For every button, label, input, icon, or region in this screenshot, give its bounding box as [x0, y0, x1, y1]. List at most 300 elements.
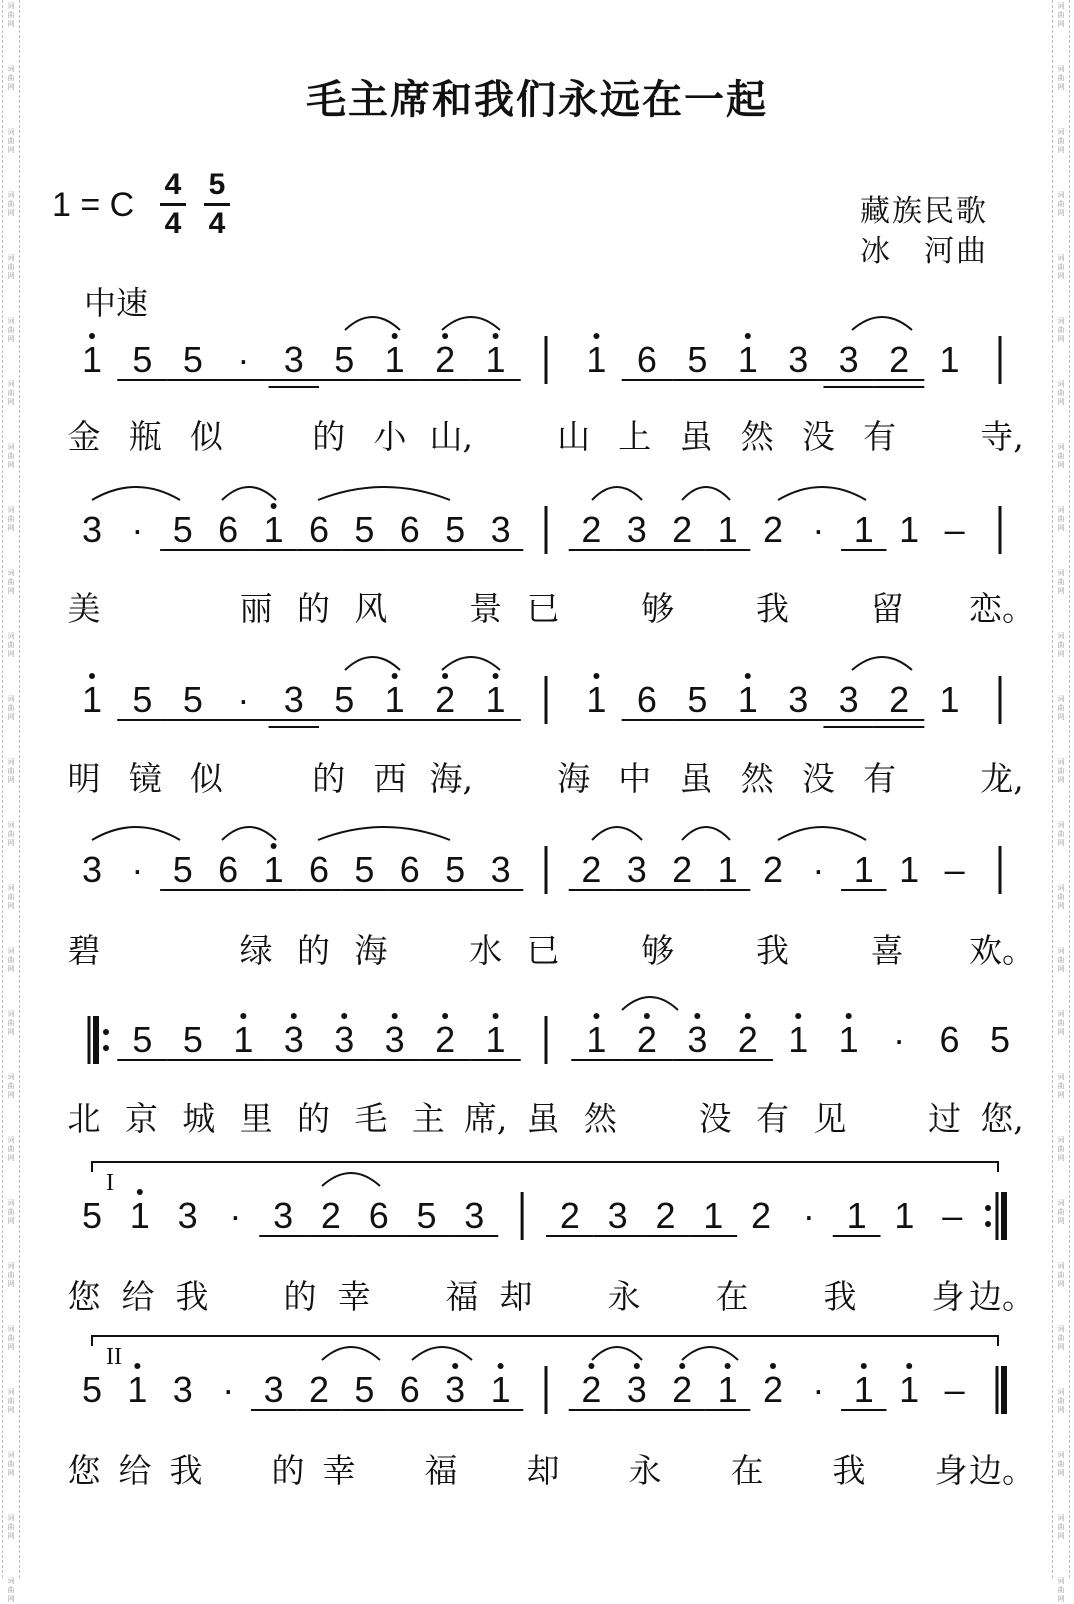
note-digit: 1 [490, 1369, 511, 1410]
lyric-char: 没 [698, 1099, 732, 1138]
note-digit: 6 [308, 849, 330, 890]
watermark-mark: 词 曲 网 [1057, 254, 1065, 280]
lyric-char: 的 [271, 1451, 305, 1490]
lyric-char: 您 [67, 1277, 101, 1316]
note-digit: 1 [853, 509, 874, 550]
note-digit: 6 [636, 339, 657, 380]
note-digit: 3 [607, 1195, 628, 1236]
note-digit: 3 [172, 1369, 193, 1410]
lyric-char: 虽 [679, 417, 713, 456]
note-digit: 6 [399, 1369, 420, 1410]
lyric-char: 我 [823, 1277, 857, 1316]
lyric-char: 虽 [526, 1099, 560, 1138]
high-octave-dot [593, 1013, 599, 1019]
note-digit: 6 [636, 679, 657, 720]
lyric-char: 的 [297, 931, 330, 970]
watermark-mark: 词 曲 网 [1057, 317, 1065, 343]
note-digit: 1 [263, 849, 284, 890]
note-digit: 1 [899, 1369, 920, 1410]
note-digit: 1 [263, 509, 284, 550]
high-octave-dot [493, 1013, 499, 1019]
note-digit: 1 [485, 679, 506, 720]
note-digit: 2 [581, 1369, 602, 1410]
lyric-char: 明 [67, 759, 101, 798]
lyric-char: 海, [429, 759, 473, 798]
high-octave-dot [89, 333, 95, 339]
watermark-mark: 词 曲 网 [1057, 1514, 1065, 1540]
watermark-mark: 词 曲 网 [7, 1388, 15, 1414]
note-digit: 6 [939, 1019, 960, 1060]
slur-arc [322, 1173, 380, 1186]
lyric-char: 的 [297, 589, 330, 628]
note-digit: 3 [490, 509, 511, 550]
note-digit: 2 [762, 849, 784, 890]
slur-arc [682, 487, 730, 500]
high-octave-dot [745, 1013, 751, 1019]
watermark-mark: 词 曲 网 [1057, 821, 1065, 847]
note-digit: 1 [485, 1019, 506, 1060]
high-octave-dot [240, 1013, 246, 1019]
lyric-char: 永 [628, 1451, 662, 1490]
watermark-mark: 词 曲 网 [1057, 695, 1065, 721]
high-octave-dot [679, 1363, 685, 1369]
note-digit: 2 [581, 849, 602, 890]
lyric-char: 我 [756, 589, 789, 628]
watermark-mark: 词 曲 网 [7, 317, 15, 343]
high-octave-dot [846, 1013, 852, 1019]
watermark-mark: 词 曲 网 [1057, 443, 1065, 469]
high-octave-dot [89, 673, 95, 679]
lyric-char: 主 [411, 1099, 445, 1138]
note-digit: 2 [889, 339, 910, 380]
note-digit: 2 [889, 679, 910, 720]
dot-mark: · [131, 849, 144, 890]
high-octave-dot [271, 503, 277, 509]
lyric-char: 身 [931, 1277, 965, 1316]
lyric-char: 幸 [337, 1277, 371, 1316]
note-digit: 1 [788, 1019, 809, 1060]
lyric-char: 景 [469, 589, 503, 628]
note-digit: 2 [672, 849, 693, 890]
note-digit: 2 [751, 1195, 772, 1236]
lyric-char: 金 [67, 417, 101, 456]
high-octave-dot [861, 1363, 867, 1369]
lyric-char: 小 [373, 417, 407, 456]
lyric-char: 有 [756, 1099, 789, 1138]
note-digit: 2 [636, 1019, 657, 1060]
watermark-mark: 词 曲 网 [7, 1073, 15, 1099]
note-digit: 5 [334, 339, 355, 380]
watermark-mark: 词 曲 网 [7, 1325, 15, 1351]
lyric-char: 里 [239, 1099, 273, 1138]
watermark-mark: 词 曲 网 [7, 821, 15, 847]
lyric-char: 您 [67, 1451, 101, 1490]
dash-mark: – [942, 1195, 963, 1236]
lyric-char: 我 [169, 1451, 203, 1490]
high-octave-dot [725, 1363, 731, 1369]
note-digit: 1 [853, 849, 874, 890]
watermark-mark: 词 曲 网 [7, 65, 15, 91]
high-octave-dot [745, 673, 751, 679]
lyric-char: 丽 [239, 589, 273, 628]
note-digit: 5 [445, 849, 466, 890]
lyric-char: 福 [445, 1277, 479, 1316]
note-digit: 1 [384, 679, 405, 720]
time-signature-5-4: 5 4 [202, 168, 232, 241]
watermark-mark: 词 曲 网 [1057, 1262, 1065, 1288]
lyric-char: 恋。 [969, 589, 1035, 628]
note-digit: 5 [172, 849, 193, 890]
lyric-char: 北 [67, 1099, 101, 1138]
lyric-char: 山 [557, 417, 591, 456]
watermark-mark: 词 曲 网 [1057, 1136, 1065, 1162]
note-digit: 5 [132, 679, 153, 720]
slur-arc [592, 487, 642, 500]
high-octave-dot [634, 1363, 640, 1369]
high-octave-dot [442, 1013, 448, 1019]
watermark-mark: 词 曲 网 [1057, 1388, 1065, 1414]
watermark-mark: 词 曲 网 [7, 1136, 15, 1162]
note-digit: 5 [81, 1195, 103, 1236]
note-digit: 1 [586, 339, 607, 380]
note-digit: 6 [308, 509, 330, 550]
note-digit: 3 [838, 679, 859, 720]
note-digit: 1 [939, 679, 960, 720]
lyric-char: 留 [870, 589, 904, 628]
high-octave-dot [452, 1363, 458, 1369]
lyric-char: 边。 [969, 1277, 1035, 1316]
note-digit: 3 [626, 509, 647, 550]
dot-mark: · [812, 1369, 825, 1410]
lyric-char: 的 [312, 417, 346, 456]
slur-arc [682, 827, 730, 840]
high-octave-dot [137, 1189, 143, 1195]
watermark-mark: 词 曲 网 [7, 191, 15, 217]
slur-arc [345, 317, 400, 330]
high-octave-dot [442, 673, 448, 679]
high-octave-dot [442, 333, 448, 339]
lyric-char: 给 [121, 1277, 155, 1316]
slur-arc [318, 487, 450, 500]
note-digit: 3 [283, 339, 304, 380]
dot-mark: · [802, 1195, 815, 1236]
watermark-mark: 词 曲 网 [7, 758, 15, 784]
lyric-char: 的 [312, 759, 346, 798]
lyric-char: 西 [373, 759, 407, 798]
watermark-mark: 词 曲 网 [1057, 380, 1065, 406]
note-digit: 1 [846, 1195, 867, 1236]
note-digit: 3 [788, 339, 809, 380]
watermark-mark: 词 曲 网 [1057, 65, 1065, 91]
lyric-char: 够 [641, 589, 675, 628]
slur-arc [592, 1347, 642, 1360]
note-digit: 3 [273, 1195, 294, 1236]
note-digit: 5 [445, 509, 466, 550]
note-digit: 1 [127, 1369, 148, 1410]
watermark-mark: 词 曲 网 [7, 254, 15, 280]
lyric-char: 然 [583, 1099, 617, 1138]
note-digit: 3 [263, 1369, 284, 1410]
note-digit: 1 [737, 339, 758, 380]
key-signature: 1 = C [52, 186, 135, 224]
lyric-char: 席, [463, 1099, 508, 1138]
note-digit: 6 [399, 509, 420, 550]
high-octave-dot [593, 673, 599, 679]
high-octave-dot [341, 1013, 347, 1019]
high-octave-dot [498, 1363, 504, 1369]
high-octave-dot [392, 673, 398, 679]
credit-origin: 藏族民歌 [860, 194, 988, 229]
note-digit: 3 [838, 339, 859, 380]
slur-arc [778, 827, 866, 840]
slur-arc [92, 487, 180, 500]
lyric-char: 虽 [679, 759, 713, 798]
volta-number: II [106, 1344, 122, 1370]
note-digit: 5 [334, 679, 355, 720]
lyric-char: 没 [801, 417, 835, 456]
volta-number: I [106, 1170, 114, 1196]
note-digit: 2 [559, 1195, 580, 1236]
slur-arc [442, 657, 500, 670]
note-digit: 1 [737, 679, 758, 720]
lyric-char: 我 [832, 1451, 866, 1490]
lyric-char: 龙, [980, 759, 1024, 798]
note-digit: 1 [717, 849, 738, 890]
watermark-mark: 词 曲 网 [1057, 1010, 1065, 1036]
note-digit: 2 [435, 1019, 456, 1060]
note-digit: 1 [899, 849, 920, 890]
lyric-char: 瓶 [128, 417, 162, 456]
watermark-mark: 词 曲 网 [7, 506, 15, 532]
note-digit: 2 [762, 1369, 784, 1410]
note-digit: 1 [894, 1195, 915, 1236]
note-digit: 3 [445, 1369, 466, 1410]
note-digit: 5 [354, 849, 375, 890]
note-digit: 3 [626, 849, 647, 890]
watermark-mark: 词 曲 网 [1057, 506, 1065, 532]
watermark-mark: 词 曲 网 [1057, 128, 1065, 154]
dot-mark: · [893, 1019, 906, 1060]
note-digit: 5 [182, 339, 203, 380]
note-digit: 3 [687, 1019, 708, 1060]
watermark-mark: 词 曲 网 [1057, 947, 1065, 973]
slur-arc [222, 487, 276, 500]
note-digit: 2 [308, 1369, 330, 1410]
slur-arc [412, 1347, 472, 1360]
lyric-char: 然 [740, 417, 774, 456]
note-digit: 3 [81, 849, 103, 890]
lyric-char: 绿 [239, 931, 273, 970]
lyric-char: 您, [980, 1099, 1024, 1138]
watermark-mark: 词 曲 网 [1057, 884, 1065, 910]
note-digit: 2 [655, 1195, 676, 1236]
watermark-mark: 词 曲 网 [7, 380, 15, 406]
note-digit: 2 [672, 509, 693, 550]
watermark-mark: 词 曲 网 [7, 1451, 15, 1477]
high-octave-dot [134, 1363, 140, 1369]
lyric-char: 却 [499, 1277, 533, 1316]
note-digit: 5 [182, 679, 203, 720]
slur-arc [322, 1347, 380, 1360]
watermark-mark: 词 曲 网 [7, 1577, 15, 1603]
dot-mark: · [131, 509, 144, 550]
lyric-char: 寺, [980, 417, 1024, 456]
lyric-char: 过 [928, 1099, 962, 1138]
lyric-char: 京 [124, 1099, 158, 1138]
watermark-mark: 词 曲 网 [7, 884, 15, 910]
lyric-char: 已 [526, 589, 560, 628]
high-octave-dot [392, 1013, 398, 1019]
dot-mark: · [812, 849, 825, 890]
note-digit: 5 [354, 509, 375, 550]
slur-arc [92, 827, 180, 840]
note-digit: 1 [717, 1369, 738, 1410]
note-digit: 5 [416, 1195, 437, 1236]
dot-mark: · [812, 509, 825, 550]
watermark-mark: 词 曲 网 [7, 569, 15, 595]
watermark-mark: 词 曲 网 [7, 695, 15, 721]
lyric-char: 身 [934, 1451, 968, 1490]
note-digit: 1 [81, 679, 103, 720]
note-digit: 3 [283, 1019, 304, 1060]
watermark-mark: 词 曲 网 [7, 2, 15, 28]
repeat-dot [985, 1221, 991, 1227]
note-digit: 3 [464, 1195, 485, 1236]
repeat-dot [985, 1205, 991, 1211]
note-digit: 1 [81, 339, 103, 380]
watermark-mark: 词 曲 网 [1057, 1325, 1065, 1351]
slur-arc [622, 997, 678, 1010]
lyric-char: 似 [189, 759, 223, 798]
lyric-char: 的 [283, 1277, 317, 1316]
lyric-char: 海 [557, 759, 591, 798]
watermark-mark: 词 曲 网 [1057, 569, 1065, 595]
lyric-char: 水 [469, 931, 503, 970]
note-digit: 3 [81, 509, 103, 550]
note-digit: 1 [939, 339, 960, 380]
lyric-char: 风 [354, 589, 388, 628]
lyric-char: 有 [863, 417, 897, 456]
dot-mark: · [237, 679, 250, 720]
watermark-mark: 词 曲 网 [7, 947, 15, 973]
lyric-char: 山, [429, 417, 473, 456]
slur-arc [345, 657, 400, 670]
lyric-char: 没 [801, 759, 835, 798]
lyric-char: 城 [182, 1099, 216, 1138]
note-digit: 1 [129, 1195, 150, 1236]
high-octave-dot [644, 1013, 650, 1019]
note-digit: 1 [899, 509, 920, 550]
high-octave-dot [588, 1363, 594, 1369]
slur-arc [592, 827, 642, 840]
lyric-char: 中 [618, 759, 652, 798]
note-digit: 2 [435, 679, 456, 720]
watermark-mark: 词 曲 网 [7, 1010, 15, 1036]
lyric-char: 毛 [354, 1099, 388, 1138]
volta-bracket [92, 1162, 998, 1172]
lyric-char: 似 [189, 417, 223, 456]
repeat-dot [103, 1045, 109, 1051]
time-signature-4-4: 4 4 [158, 168, 188, 241]
note-digit: 3 [177, 1195, 198, 1236]
lyric-char: 我 [175, 1277, 209, 1316]
note-digit: 3 [384, 1019, 405, 1060]
note-digit: 6 [218, 849, 239, 890]
slur-arc [442, 317, 500, 330]
slur-arc [778, 487, 866, 500]
slur-arc [852, 657, 912, 670]
lyric-char: 我 [756, 931, 789, 970]
note-digit: 5 [687, 339, 708, 380]
note-digit: 1 [233, 1019, 254, 1060]
note-digit: 6 [218, 509, 239, 550]
watermark-mark: 词 曲 网 [1057, 191, 1065, 217]
dash-mark: – [944, 1369, 965, 1410]
slur-arc [682, 1347, 738, 1360]
note-digit: 2 [737, 1019, 758, 1060]
watermark-mark: 词 曲 网 [7, 1199, 15, 1225]
watermark-mark: 词 曲 网 [7, 443, 15, 469]
lyric-char: 镜 [128, 759, 162, 798]
volta-bracket [92, 1336, 998, 1346]
note-digit: 5 [172, 509, 193, 550]
high-octave-dot [493, 333, 499, 339]
tempo-marking: 中速 [84, 284, 149, 322]
high-octave-dot [593, 333, 599, 339]
high-octave-dot [795, 1013, 801, 1019]
high-octave-dot [291, 1013, 297, 1019]
high-octave-dot [906, 1363, 912, 1369]
note-digit: 1 [586, 679, 607, 720]
lyric-char: 见 [813, 1099, 847, 1138]
high-octave-dot [392, 333, 398, 339]
song-title: 毛主席和我们永远在一起 [306, 77, 768, 123]
note-digit: 1 [485, 339, 506, 380]
note-digit: 1 [703, 1195, 724, 1236]
note-digit: 5 [989, 1019, 1011, 1060]
watermark-mark: 词 曲 网 [7, 128, 15, 154]
lyric-char: 欢。 [969, 931, 1035, 970]
lyric-char: 在 [730, 1451, 764, 1490]
dash-mark: – [944, 509, 965, 550]
watermark-mark: 词 曲 网 [1057, 2, 1065, 28]
lyric-char: 海 [354, 931, 388, 970]
note-digit: 2 [672, 1369, 693, 1410]
lyric-char: 有 [863, 759, 897, 798]
credit-arranger: 冰 河曲 [860, 234, 988, 269]
note-digit: 6 [368, 1195, 389, 1236]
lyric-char: 上 [618, 417, 652, 456]
high-octave-dot [271, 843, 277, 849]
note-digit: 1 [838, 1019, 859, 1060]
lyric-char: 却 [526, 1451, 560, 1490]
high-octave-dot [493, 673, 499, 679]
dash-mark: – [944, 849, 965, 890]
slur-arc [318, 827, 450, 840]
note-digit: 5 [132, 1019, 153, 1060]
watermark-mark: 词 曲 网 [1057, 1073, 1065, 1099]
lyric-char: 喜 [870, 931, 904, 970]
lyric-char: 边。 [969, 1451, 1035, 1490]
lyric-char: 已 [526, 931, 560, 970]
note-digit: 2 [320, 1195, 341, 1236]
note-digit: 5 [687, 679, 708, 720]
lyric-char: 永 [607, 1277, 641, 1316]
note-digit: 2 [435, 339, 456, 380]
note-digit: 3 [283, 679, 304, 720]
watermark-mark: 词 曲 网 [1057, 1577, 1065, 1603]
slur-arc [222, 827, 276, 840]
